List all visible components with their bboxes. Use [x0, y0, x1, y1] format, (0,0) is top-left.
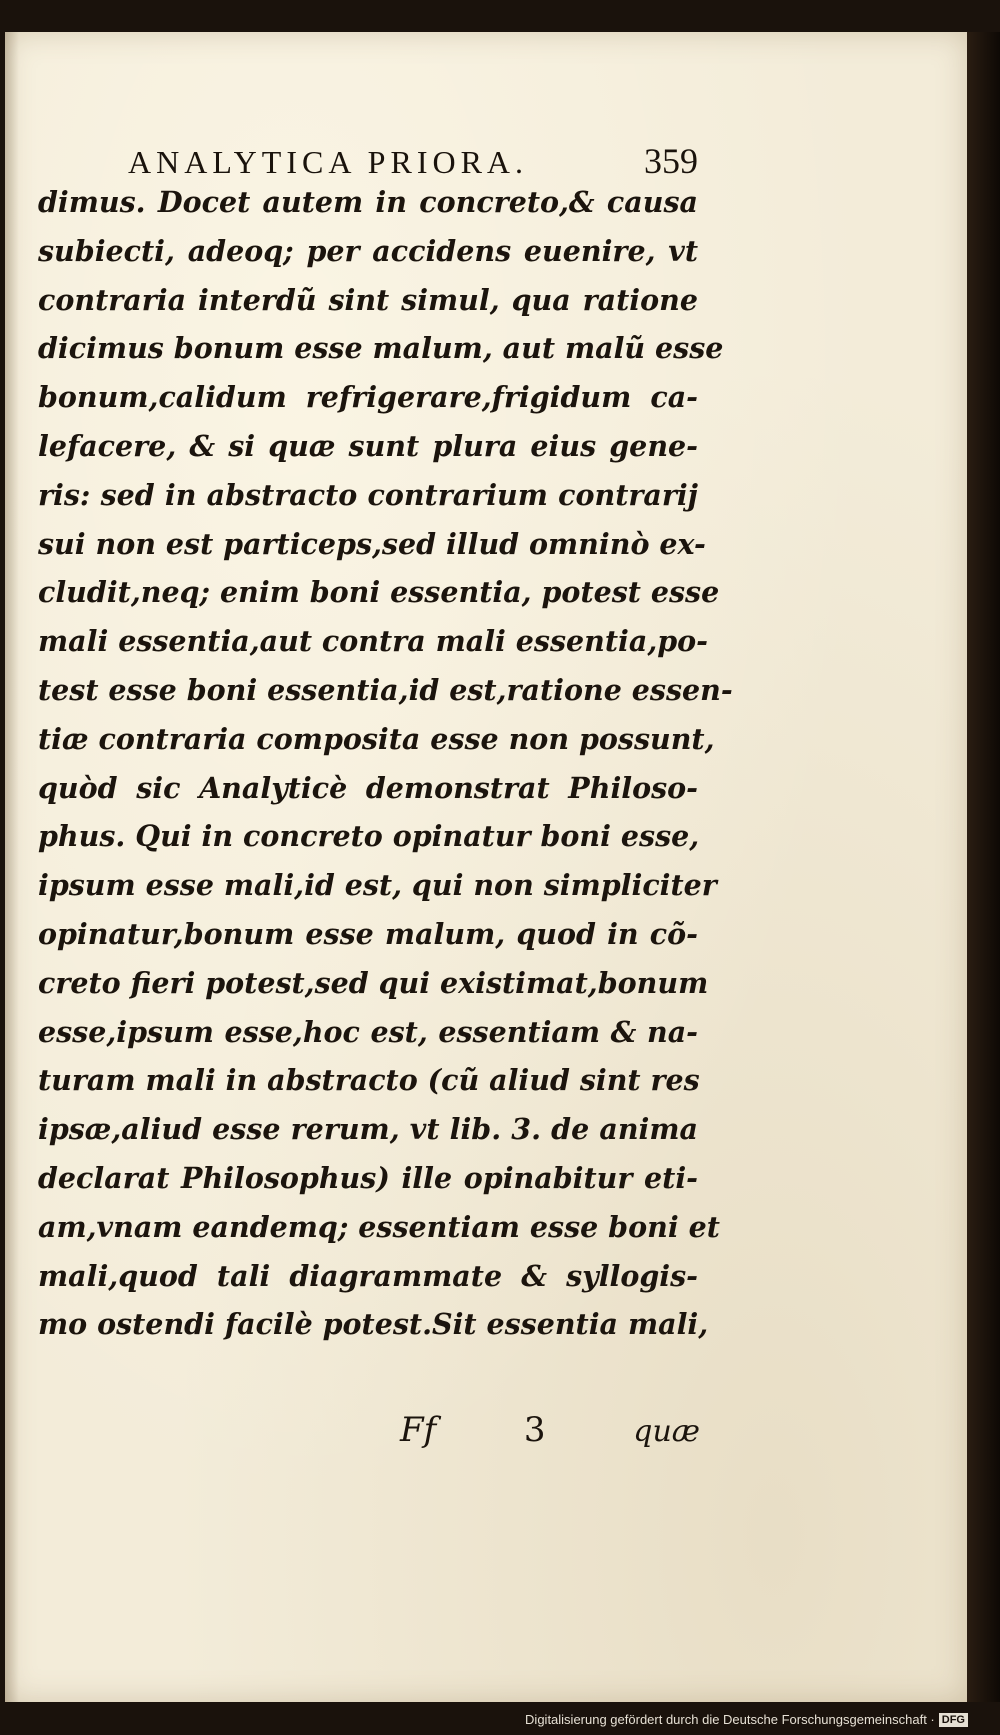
text-line: bonum,calidum refrigerare,frigidum ca-: [38, 380, 698, 415]
text-line: subiecti, adeoq; per accidens euenire, vt: [38, 233, 698, 268]
text-line: mo ostendi facilè potest.Sit essentia mali,: [38, 1307, 709, 1342]
text-line: contraria interdũ sint simul, qua ratione: [38, 282, 698, 317]
text-line: dimus. Docet autem in concreto,& causa: [38, 185, 698, 219]
text-line: ris: sed in abstracto contrarium contrarij: [38, 477, 698, 512]
page-number: 359: [644, 141, 698, 181]
signature-number: 3: [523, 1410, 546, 1450]
text-line: ipsæ,aliud esse rerum, vt lib. 3. de anima: [38, 1112, 698, 1147]
running-head: ANALYTICA PRIORA.: [128, 144, 529, 180]
text-line: mali essentia,aut contra mali essentia,po-: [38, 624, 709, 659]
text-line: tiæ contraria composita esse non possunt,: [38, 721, 715, 756]
credit-text: Digitalisierung gefördert durch die Deutsche Forschungsgemeinschaft ·: [525, 1712, 935, 1727]
text-line: cludit,neq; enim boni essentia, potest esse: [38, 575, 720, 610]
text-line: ipsum esse mali,id est, qui non simpliciter: [38, 868, 717, 903]
page-edge-shadow: [967, 32, 1000, 1702]
text-line: turam mali in abstracto (cũ aliud sint res: [38, 1063, 700, 1098]
catchline: [400, 1410, 700, 1450]
text-line: am,vnam eandemq; essentiam esse boni et: [38, 1209, 720, 1244]
dfg-logo: DFG: [939, 1713, 968, 1727]
text-line: mali,quod tali diagrammate & syllogis-: [38, 1258, 698, 1293]
text-line: declarat Philosophus) ille opinabitur eti-: [38, 1160, 698, 1195]
digitization-credit: [525, 1712, 968, 1727]
text-line: esse,ipsum esse,hoc est, essentiam & na-: [38, 1014, 698, 1049]
text-line: sui non est particeps,sed illud omninò ex-: [38, 526, 706, 561]
text-line: phus. Qui in concreto opinatur boni esse,: [38, 819, 700, 854]
text-line: test esse boni essentia,id est,ratione essen-: [38, 672, 733, 707]
signature-mark: Ff: [400, 1410, 437, 1450]
text-line: lefacere, & si quæ sunt plura eius gene-: [38, 428, 698, 463]
page-header: [128, 140, 698, 182]
text-line: opinatur,bonum esse malum, quod in cõ-: [38, 916, 698, 951]
text-line: quòd sic Analyticè demonstrat Philoso-: [38, 770, 698, 805]
body-text: [38, 178, 733, 1349]
text-line: dicimus bonum esse malum, aut malũ esse: [38, 331, 724, 366]
catchword: quæ: [633, 1414, 700, 1449]
text-line: creto fieri potest,sed qui existimat,bonum: [38, 965, 709, 1000]
